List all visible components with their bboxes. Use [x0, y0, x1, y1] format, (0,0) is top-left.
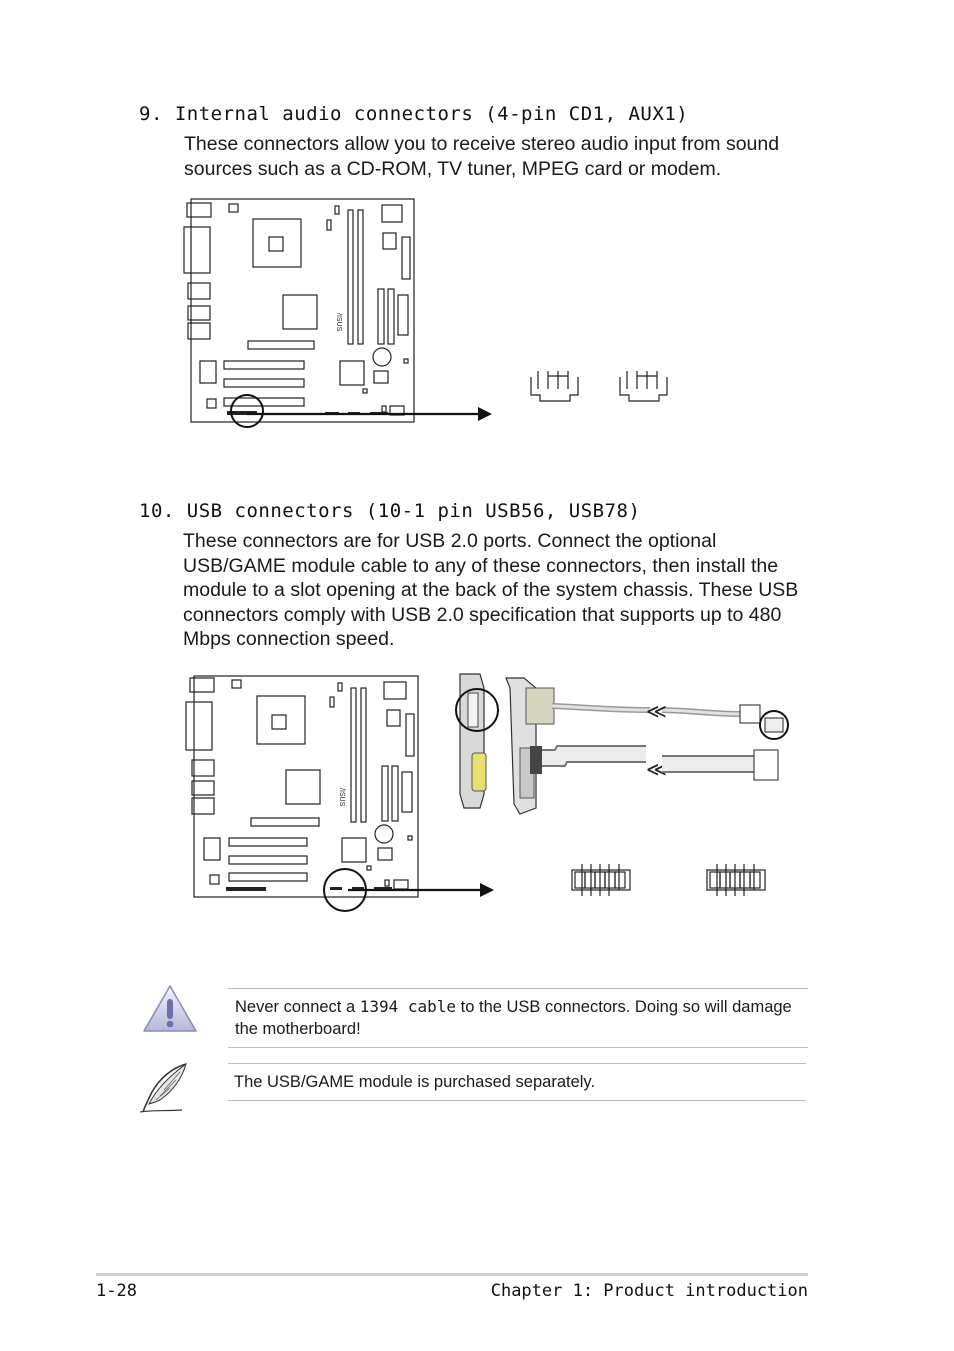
section-10-body: These connectors are for USB 2.0 ports. Connect the optional USB/GAME module cable to any of these connectors, then install the module to a slot opening at the back of the system chassis. These USB connectors comply with USB 2.0 specification that supports up to 480 Mbps connection speed. — [183, 530, 799, 650]
caution-emphasis: 1394 cable — [359, 997, 457, 1016]
page-number: 1-28 — [96, 1281, 137, 1301]
asus-logo: /ISUS — [335, 313, 342, 332]
section-9-body: These connectors allow you to receive stereo audio input from sound sources such as a CD-ROM, TV tuner, MPEG card or modem. — [184, 133, 780, 180]
aux1-connector — [620, 371, 667, 401]
warning-triangle-icon — [140, 983, 200, 1035]
section-10-heading: 10. USB connectors (10-1 pin USB56, USB78) — [139, 500, 641, 522]
caution-text: Never connect a 1394 cable to the USB connectors. Doing so will damage the motherboard! — [235, 997, 792, 1038]
arrow-icon — [480, 883, 494, 897]
motherboard-outline — [191, 199, 414, 422]
usb-game-bracket — [456, 674, 554, 814]
usb56-header — [572, 864, 630, 896]
note-top-rule — [228, 1063, 806, 1064]
cd1-connector — [531, 371, 578, 401]
caution-bottom-rule — [228, 1047, 808, 1048]
asus-logo: /ISUS — [338, 788, 345, 807]
footer-rule — [96, 1273, 808, 1276]
note-bottom-rule — [228, 1100, 806, 1101]
usb-cable — [552, 701, 788, 739]
usb78-header — [707, 864, 765, 896]
svg-text:≪: ≪ — [646, 759, 667, 781]
usb-connector-diagram — [180, 668, 800, 943]
game-ribbon-cable — [530, 746, 778, 781]
section-9-heading: 9. Internal audio connectors (4-pin CD1, AUX1) — [139, 103, 689, 125]
audio-connector-diagram — [180, 193, 700, 438]
caution-top-rule — [228, 988, 808, 989]
feather-pen-icon — [136, 1060, 192, 1116]
svg-text:≪: ≪ — [646, 701, 667, 723]
note-text: The USB/GAME module is purchased separately. — [234, 1073, 596, 1091]
arrow-icon — [478, 407, 492, 421]
chapter-title: Chapter 1: Product introduction — [490, 1281, 808, 1301]
